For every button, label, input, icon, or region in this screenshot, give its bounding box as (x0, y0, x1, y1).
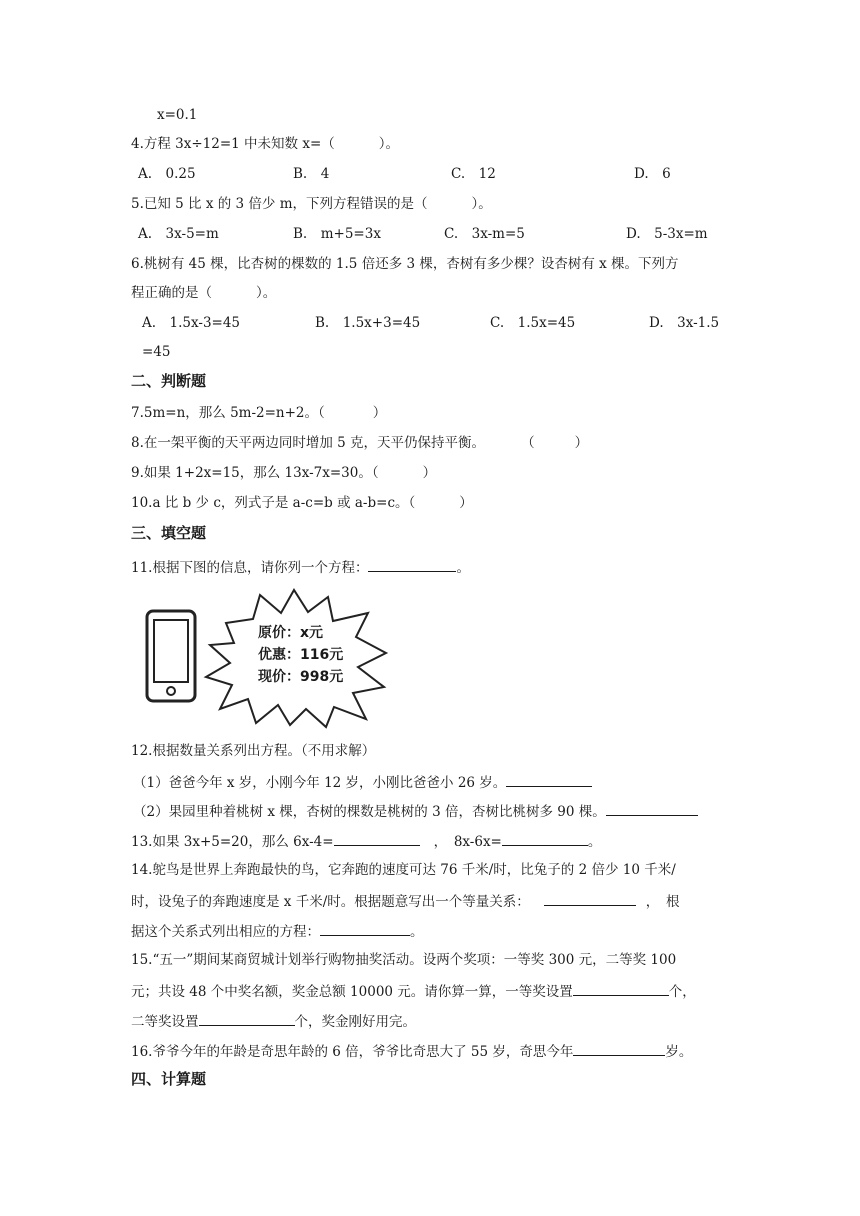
question-11: 11.根据下图的信息，请你列一个方程： 。 (131, 557, 470, 577)
question-6-option-d-continued: =45 (142, 344, 171, 360)
question-4-option-c[interactable]: C. 12 (451, 166, 496, 182)
question-14-blank-1[interactable] (544, 891, 636, 906)
question-5-option-a[interactable]: A. 3x-5=m (138, 226, 219, 242)
question-4-option-b[interactable]: B. 4 (293, 166, 330, 182)
question-5-option-d[interactable]: D. 5-3x=m (626, 226, 708, 242)
question-4-option-d[interactable]: D. 6 (634, 166, 671, 182)
question-15-line-1: 15.“五一”期间某商贸城计划举行购物抽奖活动。设两个奖项：一等奖 300 元，二等奖 100 (131, 952, 677, 968)
question-6-line-1: 6.桃树有 45 棵，比杏树的棵数的 1.5 倍还多 3 棵，杏树有多少棵？设杏树有 x 棵。下列方 (131, 256, 679, 272)
section-heading-fill-in: 三、填空题 (131, 524, 207, 542)
section-heading-calculation: 四、计算题 (131, 1070, 207, 1088)
question-13-blank-1[interactable] (334, 831, 420, 846)
original-price-label: 原价：x元 (258, 625, 324, 641)
question-10: 10.a 比 b 少 c，列式子是 a-c=b 或 a-b=c。（ ） (131, 495, 473, 511)
question-14-blank-2[interactable] (320, 921, 410, 936)
question-14-line-3: 据这个关系式列出相应的方程： 。 (131, 921, 424, 941)
question-5-option-b[interactable]: B. m+5=3x (293, 226, 381, 242)
question-5-option-c[interactable]: C. 3x-m=5 (444, 226, 525, 242)
previous-answer-line: x=0.1 (157, 107, 198, 123)
question-15-blank-1[interactable] (573, 981, 669, 996)
question-12-part-2: （2）果园里种着桃树 x 棵，杏树的棵数是桃树的 3 倍，杏树比桃树多 90 棵。 (133, 801, 698, 821)
question-5-stem: 5.已知 5 比 x 的 3 倍少 m，下列方程错误的是（ (131, 196, 428, 212)
discount-label: 优惠：116元 (258, 647, 344, 663)
question-11-blank[interactable] (368, 557, 456, 572)
question-9: 9.如果 1+2x=15，那么 13x-7x=30。（ ） (131, 465, 437, 481)
phone-price-illustration (138, 585, 410, 730)
question-6-option-a[interactable]: A. 1.5x-3=45 (142, 315, 241, 331)
question-6-line-2: 程正确的是（ ）。 (131, 285, 277, 301)
question-5-stem-end: ）。 (471, 196, 492, 212)
question-4 (131, 135, 399, 153)
question-16: 16.爷爷今年的年龄是奇思年龄的 6 倍，爷爷比奇思大了 55 岁，奇思今年 岁。 (131, 1041, 692, 1061)
question-12: 12.根据数量关系列出方程。（不用求解） (131, 743, 376, 759)
question-6-option-d[interactable]: D. 3x-1.5 (649, 315, 720, 331)
section-heading-judgement: 二、判断题 (131, 372, 207, 390)
current-price-label: 现价：998元 (258, 669, 344, 685)
question-6-option-b[interactable]: B. 1.5x+3=45 (315, 315, 421, 331)
question-8: 8.在一架平衡的天平两边同时增加 5 克，天平仍保持平衡。 （ ） (131, 435, 589, 451)
question-4-stem-end: ）。 (378, 136, 400, 152)
question-12-part-2-blank[interactable] (606, 801, 698, 816)
question-13: 13.如果 3x+5=20，那么 6x-4= ， 8x-6x= 。 (131, 831, 601, 851)
phone-icon (147, 611, 195, 701)
question-6-option-c[interactable]: C. 1.5x=45 (490, 315, 576, 331)
question-7: 7.5m=n，那么 5m-2=n+2。（ ） (131, 405, 387, 421)
question-15-blank-2[interactable] (199, 1011, 295, 1026)
question-13-blank-2[interactable] (502, 831, 588, 846)
question-15-line-3: 二等奖设置 个，奖金刚好用完。 (131, 1011, 416, 1031)
question-4-stem: 4.方程 3x÷12=1 中未知数 x=（ (131, 136, 335, 152)
question-14-line-1: 14.鸵鸟是世界上奔跑最快的鸟，它奔跑的速度可达 76 千米/时，比兔子的 2 倍少 10 千米/ (131, 862, 676, 878)
question-5 (131, 195, 492, 213)
price-figure (138, 585, 410, 730)
question-12-part-1-blank[interactable] (506, 772, 592, 787)
question-14-line-2: 时，设兔子的奔跑速度是 x 千米/时。根据题意写出一个等量关系： ， 根 (131, 891, 680, 911)
question-4-option-a[interactable]: A. 0.25 (138, 166, 196, 182)
question-16-blank[interactable] (573, 1041, 665, 1056)
question-12-part-1: （1）爸爸今年 x 岁，小刚今年 12 岁，小刚比爸爸小 26 岁。 (133, 772, 592, 792)
question-15-line-2: 元；共设 48 个中奖名额，奖金总额 10000 元。请你算一算，一等奖设置 个， (131, 981, 696, 1001)
